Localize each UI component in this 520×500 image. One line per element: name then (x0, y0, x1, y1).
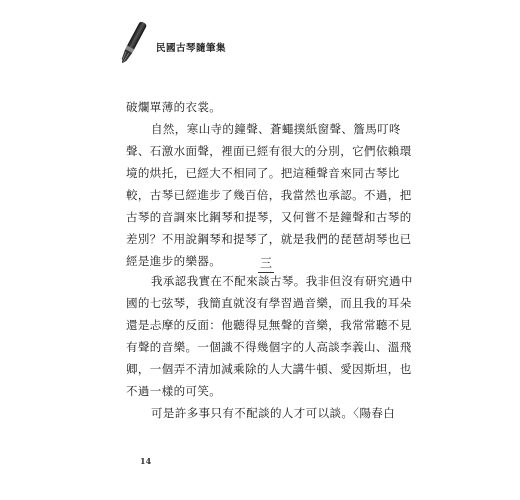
paragraph (126, 270, 413, 424)
text-line: 還是忐摩的反面：他聽得見無聲的音樂，我常常聽不見 (126, 318, 412, 332)
text-line: 古琴的音調來比鋼琴和提琴，又何嘗不是鐘聲和古琴的 (126, 210, 412, 224)
paragraph (126, 118, 412, 272)
text-line: 經是進步的樂器。 (126, 254, 222, 268)
book-title: 民國古琴隨筆集 (156, 43, 227, 54)
text-line: 較，古琴已經進步了幾百倍，我當然也承認。不過，把 (126, 188, 412, 202)
section-number: 三 (258, 254, 274, 273)
text-line: 有聲的音樂。一個識不得幾個字的人高談李義山、溫飛 (126, 340, 412, 354)
text-line: 國的七弦琴，我簡直就沒有學習過音樂，而且我的耳朵 (126, 296, 412, 310)
calligraphy-brush-icon (108, 18, 158, 68)
text-line: 差別？不用說鋼琴和提琴了，就是我們的琵琶胡琴也已 (126, 232, 412, 246)
running-header (108, 18, 248, 68)
text-line: 破爛單薄的衣裳。 (126, 100, 222, 114)
body-text (126, 96, 413, 420)
text-line: 卿，一個弄不清加減乘除的人大講牛頓、愛因斯坦，也 (126, 362, 412, 376)
paragraph-fragment (126, 96, 406, 118)
text-line: 聲、石激水面聲，裡面已經有很大的分別，它們依賴環 (126, 144, 412, 158)
text-line: 境的烘托，已經大不相同了。把這種聲音來同古琴比 (126, 166, 400, 180)
text-line: 我承認我實在不配來談古琴。我非但沒有研究過中 (151, 274, 413, 288)
page-number: 14 (140, 456, 152, 466)
text-line: 自然，寒山寺的鐘聲、蒼蠅撲紙窗聲、簷馬叮咚 (151, 122, 401, 136)
text-line: 不過一樣的可笑。 (126, 384, 222, 398)
text-line: 可是許多事只有不配談的人才可以談。〈陽春白 (151, 406, 396, 420)
